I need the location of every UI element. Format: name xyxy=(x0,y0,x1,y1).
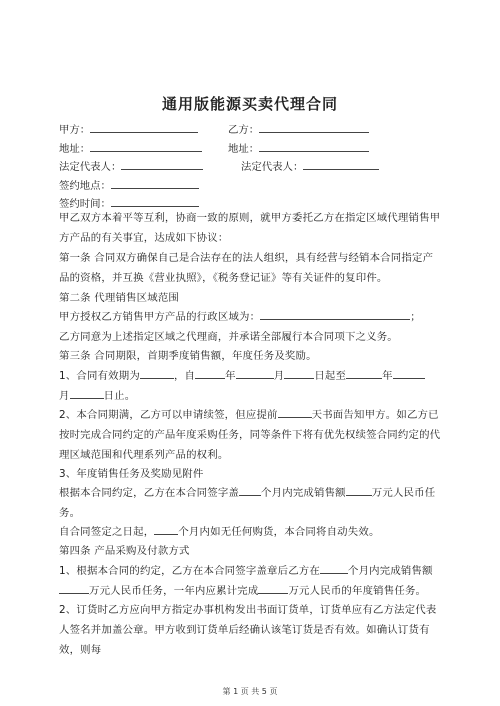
p3c-text-a: 自合同签定之日起， xyxy=(59,526,155,538)
blank xyxy=(346,367,382,379)
party-b-label: 乙方： xyxy=(228,124,260,136)
party-a-blank xyxy=(90,121,198,133)
address-b-blank xyxy=(259,140,369,152)
address-a-field xyxy=(59,140,202,156)
article-2-line-2: 乙方同意为上述指定区域之代理商，并承诺全部履行本合同项下之义务。 xyxy=(59,331,398,343)
party-a-label: 甲方： xyxy=(59,124,91,136)
days-blank xyxy=(278,406,312,418)
p3b-text-c: 万元人民币任务。 xyxy=(59,487,436,519)
article-3-item-3c xyxy=(59,522,443,542)
sign-time-blank xyxy=(111,195,199,207)
article-4-item-1 xyxy=(59,561,443,601)
rep-b-field xyxy=(241,158,379,174)
a4p1-text-c: 万元人民币任务，一年内应累计完成 xyxy=(89,585,259,597)
p3c-text-b: 个月内如无任何购货，本合同将自动失效。 xyxy=(178,526,380,538)
a4p1-text-b: 个月内完成销售额 xyxy=(347,565,433,577)
article-4-title: 第四条 产品采购及付款方式 xyxy=(59,545,190,557)
blank xyxy=(239,484,261,496)
p2-text-a: 2、本合同期满，乙方可以申请续签，但应提前 xyxy=(59,409,278,421)
p1-text-g: 月 xyxy=(59,390,70,402)
p1-text-b: ，自 xyxy=(173,370,196,382)
sign-place-field xyxy=(59,177,199,193)
address-a-blank xyxy=(90,140,202,152)
address-b-label: 地址： xyxy=(228,143,260,155)
blank xyxy=(258,582,288,594)
a4p1-text-d: 万元人民币的年度销售任务。 xyxy=(288,585,427,597)
rep-a-blank xyxy=(121,158,203,170)
party-b-field xyxy=(228,121,369,137)
blank xyxy=(320,562,348,574)
p1-text-d: 月 xyxy=(273,370,285,382)
article-4-item-2: 2、订货时乙方应向甲方指定办事机构发出书面订货单，订货单应有乙方法定代表人签名并加盖公章。甲方收到订货单后经确认该笔订货是否有效。如确认订货有效，则每 xyxy=(59,604,437,656)
p1-text-e: 日起至 xyxy=(314,370,347,382)
address-a-label: 地址： xyxy=(59,143,91,155)
intro-paragraph: 甲乙双方本着平等互利，协商一致的原则，就甲方委托乙方在指定区域代理销售甲方产品的有关事宜，达成如下协议： xyxy=(59,212,441,244)
blank xyxy=(59,582,89,594)
p3b-text-b: 个月内完成销售额 xyxy=(261,487,346,499)
article-2-line-1 xyxy=(59,307,443,327)
blank xyxy=(284,367,314,379)
blank xyxy=(236,367,274,379)
sign-place-label: 签约地点： xyxy=(59,180,111,192)
p2-text-b: 天书面告知甲方。如乙方已按时完成合同约定的产品年度采购任务，同等条件下将有优先权续签合同约定的代理区域范围和代理系列产品的权利。 xyxy=(59,409,441,461)
p3b-text-a: 根据本合同约定，乙方在本合同签字盖 xyxy=(59,487,240,499)
sign-place-blank xyxy=(111,177,199,189)
art2-line1-text: 甲方授权乙方销售甲方产品的行政区域为： xyxy=(59,311,261,323)
rep-b-label: 法定代表人： xyxy=(241,161,304,173)
blank xyxy=(195,367,225,379)
article-3-item-3: 3、年度销售任务及奖励见附件 xyxy=(59,468,204,480)
blank xyxy=(154,523,178,535)
blank xyxy=(346,484,372,496)
blank xyxy=(140,367,174,379)
article-1: 第一条 合同双方确保自己是合法存在的法人组织，具有经营与经销本合同指定产品的资格，并互换《营业执照》，《税务登记证》等有关证件的复印件。 xyxy=(59,252,434,284)
rep-a-label: 法定代表人： xyxy=(59,161,122,173)
blank xyxy=(393,367,425,379)
p1-text-a: 1、合同有效期为 xyxy=(59,370,140,382)
p1-text-h: 日止。 xyxy=(103,390,136,402)
article-3-title: 第三条 合同期限，首期季度销售额，年度任务及奖励。 xyxy=(59,350,317,362)
a4p1-text-a: 1、根据本合同的约定，乙方在本合同签字盖章后乙方在 xyxy=(59,565,320,577)
rep-a-field xyxy=(59,158,203,174)
region-blank xyxy=(260,308,410,320)
article-2-title: 第二条 代理销售区域范围 xyxy=(59,292,179,304)
art2-line1-end: ； xyxy=(410,311,421,323)
article-3-item-1 xyxy=(59,366,443,406)
article-3-item-2 xyxy=(59,405,443,465)
p1-text-c: 年 xyxy=(225,370,236,382)
rep-b-blank xyxy=(303,158,379,170)
p1-text-f: 年 xyxy=(382,370,393,382)
party-a-field xyxy=(59,121,198,137)
page-footer: 第 1 页 共 5 页 xyxy=(222,687,278,696)
article-3-item-3b xyxy=(59,483,443,523)
document-title: 通用版能源买卖代理合同 xyxy=(161,95,338,113)
sign-time-label: 签约时间： xyxy=(59,198,111,210)
address-b-field xyxy=(228,140,369,156)
blank xyxy=(70,387,104,399)
party-b-blank xyxy=(259,121,369,133)
